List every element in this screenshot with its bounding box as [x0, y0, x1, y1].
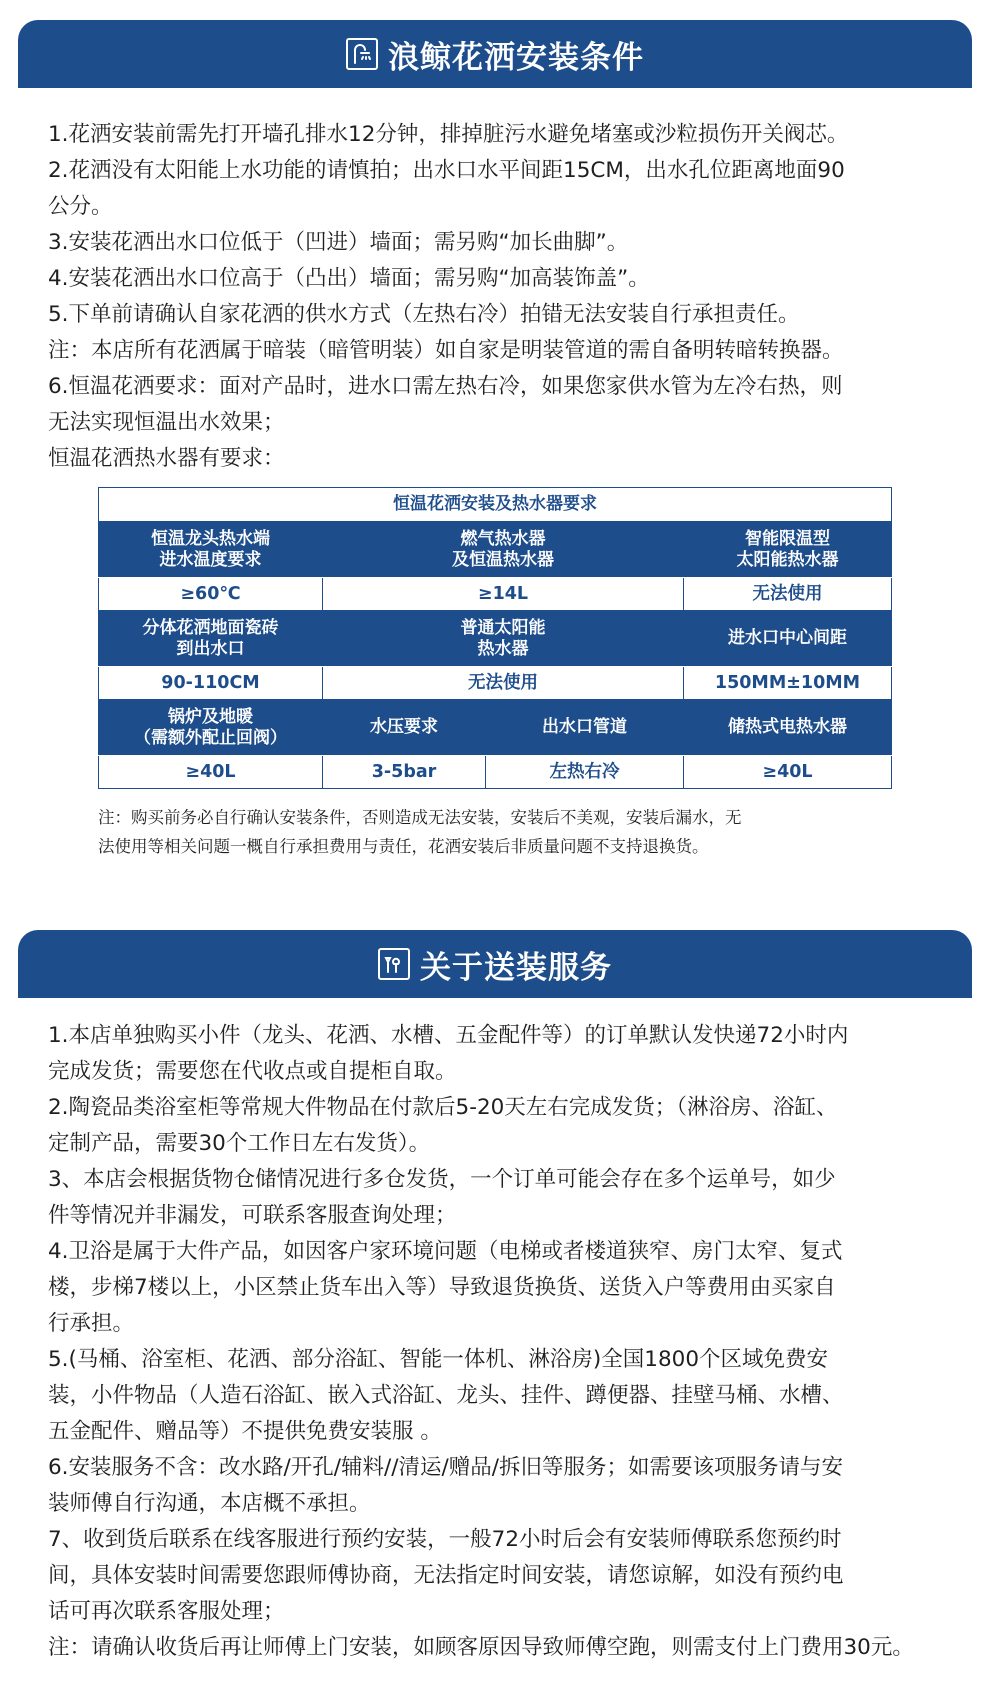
text-line: 楼，步梯7楼以上，小区禁止货车出入等）导致退货换货、送货入户等费用由买家自: [48, 1275, 836, 1300]
text-line: 公分。: [48, 194, 113, 219]
table-header: 进水口中心间距: [684, 611, 892, 667]
text-line: 6.安装服务不含：改水路/开孔/辅料//清运/赠品/拆旧等服务；如需要该项服务请与安: [48, 1455, 843, 1480]
text-line: 行承担。: [48, 1311, 135, 1336]
table-header: 恒温龙头热水端 进水温度要求: [99, 522, 323, 578]
text-line: 7、收到货后联系在线客服进行预约安装，一般72小时后会有安装师傅联系您预约时: [48, 1527, 842, 1552]
table-cell: ≥40L: [99, 756, 323, 789]
text-line: 3、本店会根据货物仓储情况进行多仓发货，一个订单可能会存在多个运单号，如少: [48, 1167, 836, 1192]
note-line: 法使用等相关问题一概自行承担费用与责任，花洒安装后非质量问题不支持退换货。: [98, 837, 709, 856]
table-cell: ≥14L: [323, 578, 684, 611]
table-cell: 90-110CM: [99, 667, 323, 700]
text-line: 2.陶瓷品类浴室柜等常规大件物品在付款后5-20天左右完成发货；（淋浴房、浴缸、: [48, 1095, 838, 1120]
table-cell: ≥60℃: [99, 578, 323, 611]
requirements-table: [98, 487, 892, 789]
section-banner-delivery-service: [18, 930, 972, 998]
text-line: 件等情况并非漏发，可联系客服查询处理；: [48, 1203, 457, 1228]
table-cell: 3-5bar: [323, 756, 486, 789]
text-line: 定制产品，需要30个工作日左右发货）。: [48, 1131, 431, 1156]
text-line: 装，小件物品（人造石浴缸、嵌入式浴缸、龙头、挂件、蹲便器、挂壁马桶、水槽、: [48, 1383, 844, 1408]
text-line: 6.恒温花洒要求：面对产品时，进水口需左热右冷，如果您家供水管为左冷右热，则: [48, 374, 843, 399]
purchase-note: [98, 803, 898, 861]
section-banner-install-conditions: [18, 20, 972, 88]
table-cell: 150MM±10MM: [684, 667, 892, 700]
table-cell: 无法使用: [684, 578, 892, 611]
text-line: 恒温花洒热水器有要求：: [48, 446, 285, 471]
table-header: 分体花洒地面瓷砖 到出水口: [99, 611, 323, 667]
text-line: 间，具体安装时间需要您跟师傅协商，无法指定时间安装，请您谅解，如没有预约电: [48, 1563, 844, 1588]
table-header: 燃气热水器 及恒温热水器: [323, 522, 684, 578]
table-header: 出水口管道: [486, 700, 684, 756]
delivery-service-text: [48, 1018, 960, 1666]
text-line: 完成发货；需要您在代收点或自提柜自取。: [48, 1059, 457, 1084]
text-line: 注：请确认收货后再让师傅上门安装，如顾客原因导致师傅空跑，则需支付上门费用30元。: [48, 1635, 914, 1660]
table-title: 恒温花洒安装及热水器要求: [99, 488, 892, 522]
text-line: 2.花洒没有太阳能上水功能的请慎拍；出水口水平间距15CM，出水孔位距离地面90: [48, 158, 845, 183]
text-line: 注：本店所有花洒属于暗装（暗管明装）如自家是明装管道的需自备明转暗转换器。: [48, 338, 844, 363]
table-header: 普通太阳能 热水器: [323, 611, 684, 667]
note-line: 注：购买前务必自行确认安装条件，否则造成无法安装，安装后不美观，安装后漏水，无: [98, 808, 742, 827]
delivery-service-icon: [378, 948, 410, 980]
section-title: 浪鲸花洒安装条件: [388, 39, 644, 76]
shower-icon: [346, 38, 378, 70]
install-conditions-text: [48, 117, 960, 477]
table-cell: 左热右冷: [486, 756, 684, 789]
table-header: 智能限温型 太阳能热水器: [684, 522, 892, 578]
text-line: 话可再次联系客服处理；: [48, 1599, 285, 1624]
text-line: 五金配件、赠品等）不提供免费安装服 。: [48, 1419, 442, 1444]
table-header: 储热式电热水器: [684, 700, 892, 756]
table-header: 锅炉及地暖 （需额外配止回阀）: [99, 700, 323, 756]
text-line: 装师傅自行沟通，本店概不承担。: [48, 1491, 371, 1516]
text-line: 4.安装花洒出水口位高于（凸出）墙面；需另购“加高装饰盖”。: [48, 266, 650, 291]
text-line: 1.花洒安装前需先打开墙孔排水12分钟，排掉脏污水避免堵塞或沙粒损伤开关阀芯。: [48, 122, 849, 147]
table-cell: 无法使用: [323, 667, 684, 700]
table-cell: ≥40L: [684, 756, 892, 789]
text-line: 无法实现恒温出水效果；: [48, 410, 285, 435]
text-line: 1.本店单独购买小件（龙头、花洒、水槽、五金配件等）的订单默认发快递72小时内: [48, 1023, 849, 1048]
section-title: 关于送装服务: [420, 949, 612, 986]
text-line: 5.下单前请确认自家花洒的供水方式（左热右冷）拍错无法安装自行承担责任。: [48, 302, 800, 327]
text-line: 4.卫浴是属于大件产品，如因客户家环境问题（电梯或者楼道狭窄、房门太窄、复式: [48, 1239, 843, 1264]
text-line: 3.安装花洒出水口位低于（凹进）墙面；需另购“加长曲脚”。: [48, 230, 629, 255]
text-line: 5.(马桶、浴室柜、花洒、部分浴缸、智能一体机、淋浴房)全国1800个区域免费安: [48, 1347, 829, 1372]
table-header: 水压要求: [323, 700, 486, 756]
